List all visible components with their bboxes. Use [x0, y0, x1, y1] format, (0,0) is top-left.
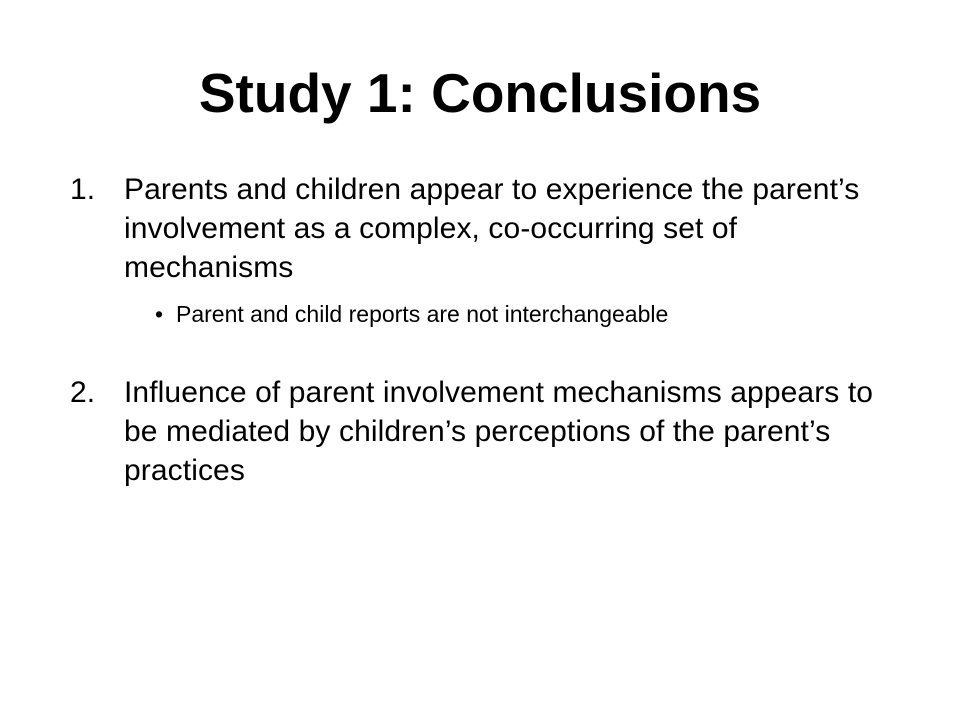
conclusion-text-1 [124, 170, 900, 287]
conclusions-list [70, 170, 900, 490]
slide-title: Study 1: Conclusions [198, 62, 762, 124]
conclusion-text-2 [124, 373, 900, 490]
bullet-icon: • [155, 301, 164, 327]
subpoint-item [155, 299, 900, 329]
subpoint-text: Parent and child reports are not interchangeable [176, 301, 669, 327]
conclusion-body-2: Influence of parent involvement mechanisms appears to be mediated by children’s perceptions of the parent’s practices [124, 376, 874, 487]
conclusion-item-1 [70, 170, 900, 287]
conclusion-number-2: 2. [70, 376, 96, 409]
conclusion-number-1: 1. [70, 173, 96, 206]
conclusion-subpoints-1 [70, 299, 900, 329]
conclusion-body-1: Parents and children appear to experience the parent’s involvement as a complex, co-occurring set of mechanisms [124, 173, 860, 284]
conclusion-item-2 [70, 373, 900, 490]
